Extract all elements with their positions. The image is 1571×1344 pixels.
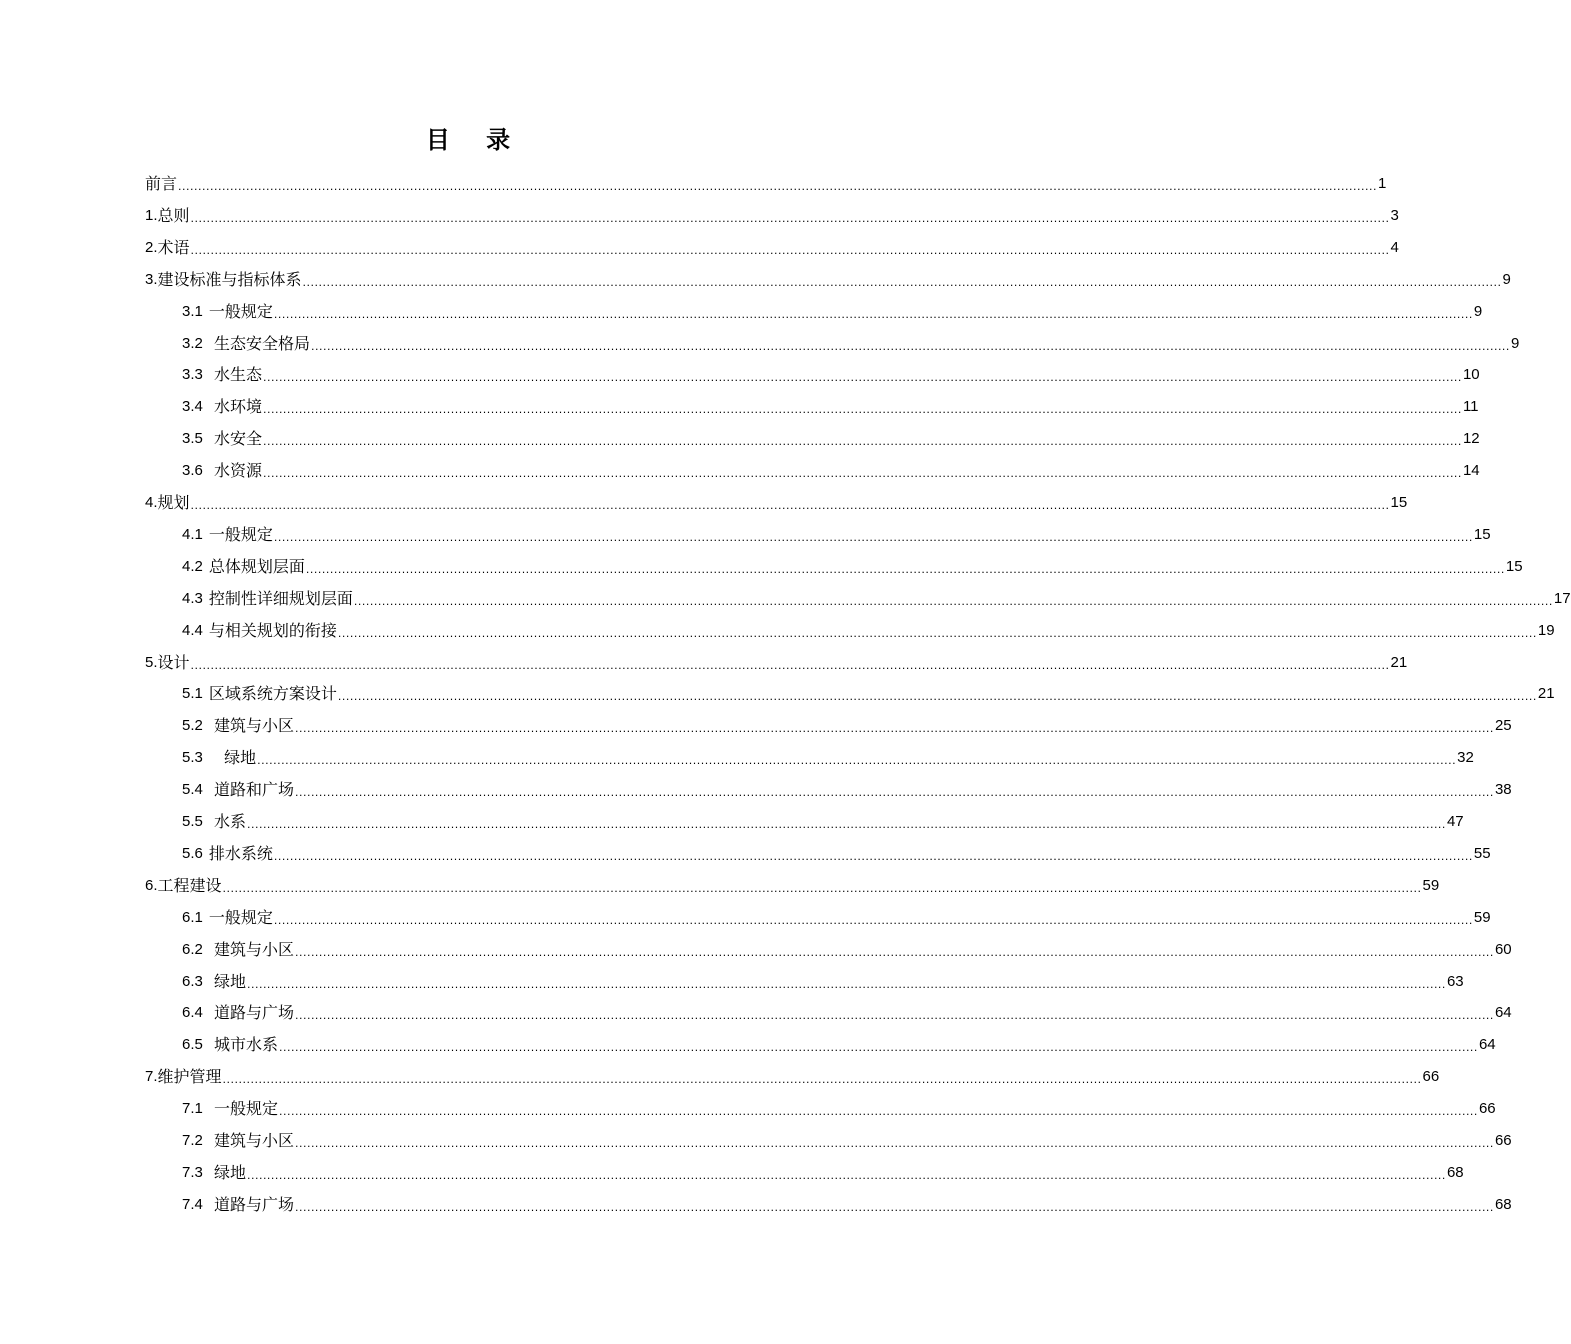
toc-entry-number: 5. <box>145 653 158 671</box>
toc-entry-label: 生态安全格局 <box>208 333 310 353</box>
toc-entry[interactable] <box>182 359 1480 391</box>
toc-entry-number: 3. <box>145 270 158 288</box>
toc-entry-page: 55 <box>1473 844 1491 862</box>
toc-entry-page: 11 <box>1462 398 1479 416</box>
toc-entry[interactable] <box>182 328 1520 360</box>
toc-entry[interactable] <box>182 838 1491 870</box>
toc-entry[interactable] <box>182 583 1571 615</box>
toc-entry-number: 7.4 <box>182 1195 203 1213</box>
toc-entry-page: 66 <box>1478 1100 1496 1118</box>
toc-entry-page: 15 <box>1505 557 1523 575</box>
dot-leader: ............................................................................................................................................................................................................................................................................................................ <box>353 594 1553 608</box>
toc-entry-page: 1 <box>1378 175 1387 192</box>
toc-entry[interactable] <box>145 200 1399 232</box>
toc-entry-number: 7.1 <box>182 1100 203 1118</box>
toc-entry[interactable] <box>182 1125 1512 1157</box>
dot-leader: ............................................................................................................................................................................................................................................................................................................ <box>305 562 1505 576</box>
toc-entry-page: 14 <box>1462 462 1480 480</box>
toc-entry-number: 3.5 <box>182 430 203 448</box>
toc-entry-page: 17 <box>1553 589 1571 607</box>
toc-entry-label: 工程建设 <box>157 875 222 895</box>
toc-entry-page: 19 <box>1537 621 1555 639</box>
toc-entry-label: 水生态 <box>208 365 262 385</box>
dot-leader: ............................................................................................................................................................................................................................................................................................................ <box>337 626 1537 640</box>
dot-leader: ............................................................................................................................................................................................................................................................................................................ <box>222 1073 1422 1087</box>
dot-leader: ............................................................................................................................................................................................................................................................................................................ <box>178 180 1378 193</box>
toc-entry[interactable] <box>145 647 1408 679</box>
dot-leader: ............................................................................................................................................................................................................................................................................................................ <box>190 658 1390 672</box>
toc-entry[interactable] <box>182 1189 1512 1221</box>
dot-leader: ............................................................................................................................................................................................................................................................................................................ <box>294 1200 1494 1214</box>
toc-entry-label: 水环境 <box>208 397 262 417</box>
dot-leader: ............................................................................................................................................................................................................................................................................................................ <box>262 467 1462 481</box>
toc-title: 目 录 <box>425 126 525 154</box>
toc-entry[interactable] <box>145 487 1408 519</box>
toc-entry-label: 道路和广场 <box>208 780 294 800</box>
toc-entry[interactable] <box>182 455 1480 487</box>
toc-entry-page: 59 <box>1422 876 1440 894</box>
dot-leader: ............................................................................................................................................................................................................................................................................................................ <box>273 530 1473 544</box>
toc-entry-label: 道路与广场 <box>208 1194 294 1214</box>
toc-entry-page: 68 <box>1446 1163 1464 1181</box>
toc-entry-label: 设计 <box>157 652 190 672</box>
toc-entry-page: 59 <box>1473 908 1491 926</box>
dot-leader: ............................................................................................................................................................................................................................................................................................................ <box>294 1009 1494 1023</box>
toc-entry-number: 3.6 <box>182 462 203 480</box>
toc-entry-label: 绿地 <box>208 748 257 768</box>
dot-leader: ............................................................................................................................................................................................................................................................................................................ <box>273 913 1473 927</box>
toc-entry[interactable] <box>182 615 1555 647</box>
toc-entry[interactable] <box>145 168 1387 200</box>
toc-entry-page: 66 <box>1422 1068 1440 1086</box>
toc-entry-label: 绿地 <box>208 1162 246 1182</box>
toc-entry[interactable] <box>182 519 1491 551</box>
toc-entry-number: 5.4 <box>182 781 203 799</box>
toc-entry-number: 5.5 <box>182 813 203 830</box>
toc-entry-page: 9 <box>1510 334 1520 352</box>
toc-entry-label: 建筑与小区 <box>208 1131 294 1150</box>
toc-entry[interactable] <box>182 1093 1496 1125</box>
dot-leader: ............................................................................................................................................................................................................................................................................................................ <box>246 977 1446 991</box>
toc-entry-page: 63 <box>1446 972 1464 990</box>
dot-leader: ............................................................................................................................................................................................................................................................................................................ <box>294 945 1494 959</box>
dot-leader: ............................................................................................................................................................................................................................................................................................................ <box>294 1137 1494 1150</box>
toc-entry-number: 7.3 <box>182 1163 203 1181</box>
toc-entry-label: 区域系统方案设计 <box>208 684 337 704</box>
dot-leader: ............................................................................................................................................................................................................................................................................................................ <box>262 403 1462 417</box>
toc-entry-page: 25 <box>1494 717 1512 735</box>
toc-entry-number: 5.2 <box>182 717 203 735</box>
toc-entry-label: 一般规定 <box>208 524 273 544</box>
dot-leader: ............................................................................................................................................................................................................................................................................................................ <box>294 722 1494 736</box>
dot-leader: ............................................................................................................................................................................................................................................................................................................ <box>302 275 1502 289</box>
toc-entry-label: 控制性详细规划层面 <box>208 588 353 608</box>
toc-entry-page: 12 <box>1462 430 1480 448</box>
toc-entry-page: 68 <box>1494 1195 1512 1213</box>
toc-entry-label: 建筑与小区 <box>208 716 294 736</box>
toc-entry[interactable] <box>145 870 1440 902</box>
toc-entry-number: 3.3 <box>182 366 203 384</box>
toc-entry-label: 排水系统 <box>208 843 273 863</box>
toc-entry-number: 4.4 <box>182 621 203 639</box>
toc-entry[interactable] <box>182 774 1512 806</box>
toc-entry-label: 维护管理 <box>157 1067 222 1087</box>
dot-leader: ............................................................................................................................................................................................................................................................................................................ <box>246 818 1446 831</box>
toc-entry-number: 5.6 <box>182 844 203 862</box>
toc-entry-number: 5.1 <box>182 685 203 703</box>
toc-entry-page: 60 <box>1494 940 1512 958</box>
toc-entry-page: 64 <box>1478 1036 1496 1054</box>
toc-entry[interactable] <box>182 1029 1496 1061</box>
toc-entry-label: 规划 <box>157 493 190 512</box>
toc-entry-page: 10 <box>1462 366 1480 384</box>
toc-entry-page: 21 <box>1537 685 1555 703</box>
toc-entry-page: 64 <box>1494 1004 1512 1022</box>
toc-entry[interactable] <box>145 264 1511 296</box>
toc-entry-page: 4 <box>1390 238 1399 256</box>
toc-entry-number: 3.4 <box>182 398 203 416</box>
toc-entry[interactable] <box>182 1157 1464 1189</box>
toc-entry-page: 9 <box>1502 270 1511 288</box>
toc-entry-page: 32 <box>1457 749 1474 767</box>
toc-entry-number: 7. <box>145 1068 158 1086</box>
dot-leader: ............................................................................................................................................................................................................................................................................................................ <box>257 754 1457 768</box>
toc-entry-number: 6.2 <box>182 940 203 958</box>
toc-entry-number: 4. <box>145 494 158 511</box>
toc-entry-label: 水安全 <box>208 429 262 449</box>
dot-leader: ............................................................................................................................................................................................................................................................................................................ <box>337 690 1537 704</box>
dot-leader: ............................................................................................................................................................................................................................................................................................................ <box>273 307 1473 321</box>
toc-entry-number: 7.2 <box>182 1132 203 1149</box>
toc-entry[interactable] <box>182 934 1512 966</box>
dot-leader: ............................................................................................................................................................................................................................................................................................................ <box>262 371 1462 385</box>
toc-entry-number: 6.3 <box>182 972 203 990</box>
toc-entry-page: 3 <box>1390 206 1399 224</box>
dot-leader: ............................................................................................................................................................................................................................................................................................................ <box>278 1041 1478 1055</box>
toc-entry[interactable] <box>145 1061 1440 1093</box>
toc-entry-number: 6.5 <box>182 1036 203 1054</box>
toc-entry[interactable] <box>182 391 1479 423</box>
toc-entry-page: 66 <box>1494 1132 1512 1149</box>
toc-entry-page: 47 <box>1446 813 1464 830</box>
toc-entry-label: 建筑与小区 <box>208 939 294 959</box>
dot-leader: ............................................................................................................................................................................................................................................................................................................ <box>262 435 1462 449</box>
toc-entry[interactable] <box>182 742 1474 774</box>
toc-entry-label: 一般规定 <box>208 907 273 927</box>
toc-entry-label: 总体规划层面 <box>208 556 305 576</box>
toc-entry-number: 1. <box>145 206 158 224</box>
toc-entry-number: 6.4 <box>182 1004 203 1022</box>
toc-entry-label: 城市水系 <box>208 1035 278 1055</box>
toc-entry-number: 4.2 <box>182 557 203 575</box>
toc-entry[interactable] <box>182 966 1464 998</box>
dot-leader: ............................................................................................................................................................................................................................................................................................................ <box>294 786 1494 800</box>
toc-entry-label: 建设标准与指标体系 <box>157 269 302 289</box>
toc-entry-number: 4.3 <box>182 589 203 607</box>
toc-entry-number: 6.1 <box>182 908 203 926</box>
toc-entry-label: 一般规定 <box>208 1099 278 1119</box>
toc-entry-number: 2. <box>145 238 158 256</box>
dot-leader: ............................................................................................................................................................................................................................................................................................................ <box>190 243 1390 257</box>
toc-entry-label: 水资源 <box>208 461 262 481</box>
toc-entry-page: 38 <box>1494 781 1512 799</box>
toc-entry[interactable] <box>182 710 1512 742</box>
toc-entry[interactable] <box>182 551 1523 583</box>
toc-entry-label: 道路与广场 <box>208 1003 294 1023</box>
toc-entry-number: 前 <box>145 174 162 193</box>
toc-entry-page: 15 <box>1473 525 1491 543</box>
dot-leader: ............................................................................................................................................................................................................................................................................................................ <box>190 211 1390 225</box>
toc-entry-page: 15 <box>1390 494 1408 511</box>
dot-leader: ............................................................................................................................................................................................................................................................................................................ <box>273 849 1473 863</box>
toc-entry-number: 6. <box>145 876 158 894</box>
toc-entry-number: 4.1 <box>182 525 203 543</box>
toc-entry-label: 言 <box>161 174 178 193</box>
toc-entry-page: 9 <box>1473 302 1483 320</box>
toc-entry-label: 与相关规划的衔接 <box>208 620 337 640</box>
toc-entry[interactable] <box>182 678 1555 710</box>
toc-entry-label: 术语 <box>157 237 190 257</box>
toc-entry-label: 一般规定 <box>208 301 273 321</box>
toc-entry[interactable] <box>182 806 1464 838</box>
toc-entry[interactable] <box>182 902 1491 934</box>
toc-entry-label: 水系 <box>208 812 246 831</box>
toc-entry-number: 3.1 <box>182 302 203 320</box>
dot-leader: ............................................................................................................................................................................................................................................................................................................ <box>246 1168 1446 1182</box>
toc-entry[interactable] <box>182 423 1480 455</box>
toc-entry[interactable] <box>182 997 1512 1029</box>
toc-entry-page: 21 <box>1390 653 1408 671</box>
toc-entry-number: 5.3 <box>182 749 203 767</box>
toc-entry-label: 绿地 <box>208 971 246 991</box>
dot-leader: ............................................................................................................................................................................................................................................................................................................ <box>278 1105 1478 1119</box>
toc-entry[interactable] <box>145 232 1399 264</box>
toc-entry-label: 总则 <box>157 205 190 225</box>
toc-entry[interactable] <box>182 296 1483 328</box>
toc-entry-number: 3.2 <box>182 334 203 352</box>
dot-leader: ............................................................................................................................................................................................................................................................................................................ <box>190 499 1390 512</box>
dot-leader: ............................................................................................................................................................................................................................................................................................................ <box>222 881 1422 895</box>
dot-leader: ............................................................................................................................................................................................................................................................................................................ <box>310 339 1510 353</box>
